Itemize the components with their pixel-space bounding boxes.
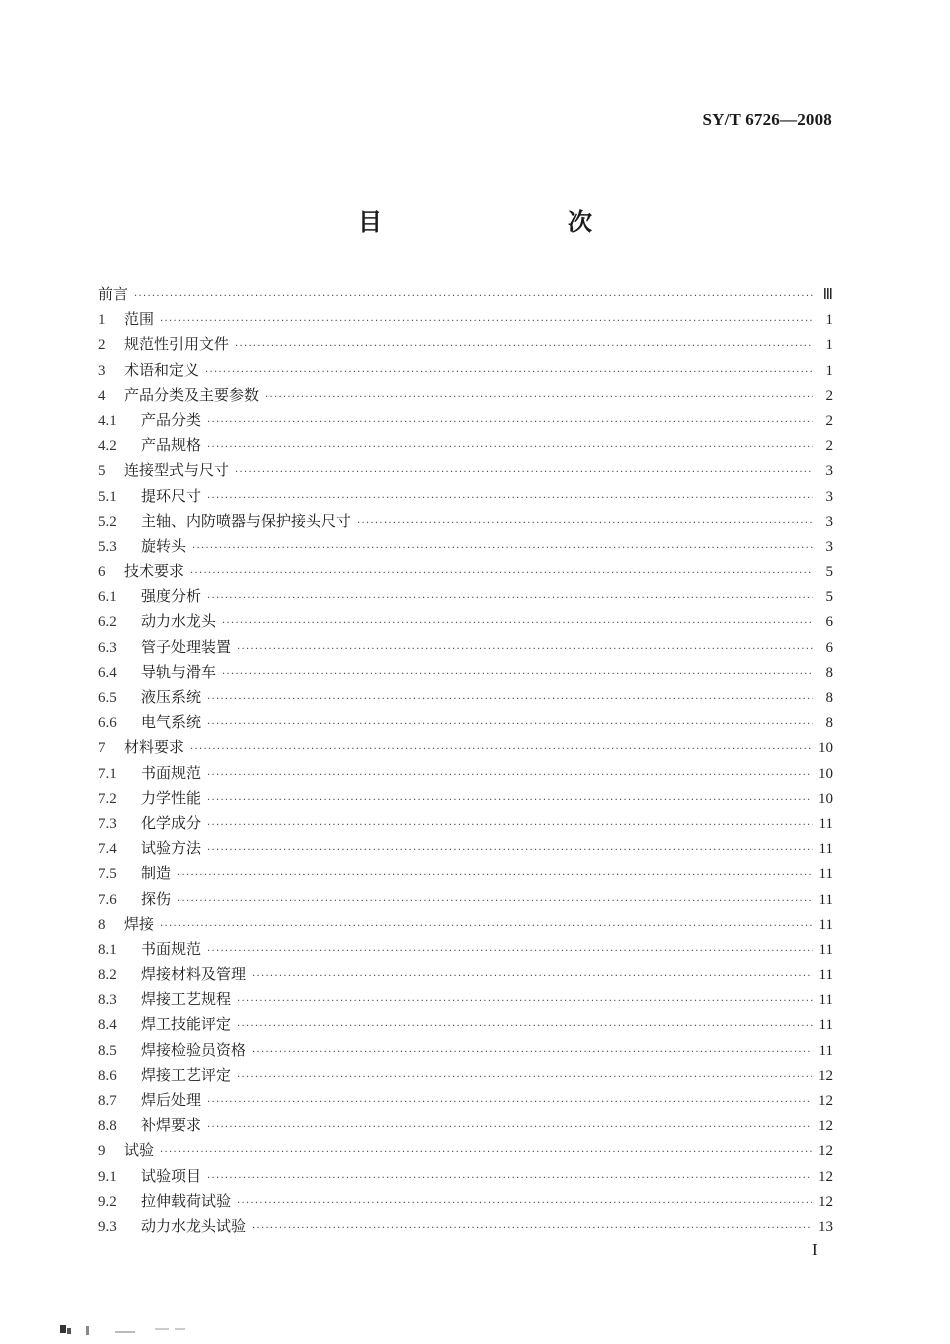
toc-entry-page: 1 bbox=[825, 312, 833, 329]
toc-entry[interactable] bbox=[98, 609, 833, 634]
toc-entry-label: 电气系统 bbox=[141, 713, 202, 732]
toc-entry-page: 2 bbox=[825, 412, 833, 429]
toc-entry-label: 制造 bbox=[141, 864, 172, 883]
toc-entry-page: 2 bbox=[825, 387, 833, 404]
toc-entry-page: 1 bbox=[825, 362, 833, 379]
toc-entry-label: 焊接工艺评定 bbox=[141, 1065, 232, 1084]
toc-entry-label: 补焊要求 bbox=[141, 1116, 202, 1135]
toc-entry-number: 7.3 bbox=[98, 815, 117, 832]
dot-leader bbox=[207, 586, 813, 611]
toc-entry-label: 焊接检验员资格 bbox=[141, 1040, 247, 1059]
toc-entry-label: 管子处理装置 bbox=[141, 637, 232, 656]
toc-entry-label: 焊后处理 bbox=[141, 1091, 202, 1109]
toc-entry-number: 6.1 bbox=[98, 589, 117, 606]
dot-leader bbox=[252, 1216, 812, 1241]
toc-entry-number: 7.5 bbox=[98, 866, 117, 883]
toc-entry[interactable] bbox=[98, 861, 833, 886]
toc-entry[interactable] bbox=[98, 937, 833, 962]
dot-leader bbox=[222, 662, 813, 687]
toc-entry-page: 11 bbox=[818, 916, 833, 933]
toc-entry-number: 7 bbox=[98, 740, 106, 757]
toc-entry-number: 9.3 bbox=[98, 1218, 117, 1235]
toc-entry-number: 8.2 bbox=[98, 967, 117, 984]
toc-entry[interactable] bbox=[98, 1214, 833, 1239]
toc-entry-page: 8 bbox=[825, 690, 833, 706]
toc-entry-number: 6 bbox=[98, 564, 106, 581]
toc-entry[interactable] bbox=[98, 1113, 833, 1138]
toc-entry[interactable] bbox=[98, 282, 833, 307]
dot-leader bbox=[177, 889, 813, 914]
dot-leader bbox=[237, 1065, 812, 1090]
toc-entry-page: 3 bbox=[825, 488, 833, 505]
dot-leader bbox=[207, 1166, 812, 1191]
toc-entry-page: 12 bbox=[818, 1093, 833, 1109]
toc-entry-number: 8.4 bbox=[98, 1017, 117, 1034]
dot-leader bbox=[160, 914, 813, 939]
toc-entry-page: 11 bbox=[818, 815, 833, 832]
toc-entry[interactable] bbox=[98, 408, 833, 433]
toc-entry-label: 旋转头 bbox=[141, 536, 187, 555]
dot-leader bbox=[235, 460, 813, 485]
toc-entry-page: 12 bbox=[818, 1118, 833, 1135]
toc-entry-page: 12 bbox=[818, 1067, 833, 1084]
toc-entry-label: 试验项目 bbox=[141, 1166, 202, 1185]
toc-entry-page: 6 bbox=[825, 614, 833, 631]
toc-entry-page: 10 bbox=[818, 740, 833, 757]
toc-entry[interactable] bbox=[98, 761, 833, 786]
toc-entry[interactable] bbox=[98, 962, 833, 987]
dot-leader bbox=[207, 1090, 812, 1115]
toc-entry-label: 范围 bbox=[124, 310, 155, 329]
toc-entry-number: 8.6 bbox=[98, 1067, 117, 1084]
toc-entry[interactable] bbox=[98, 786, 833, 811]
toc-entry-number: 4.1 bbox=[98, 412, 117, 429]
toc-entry-page: 11 bbox=[818, 891, 833, 908]
scan-artifact bbox=[60, 1322, 210, 1338]
toc-entry-label: 书面规范 bbox=[141, 763, 202, 782]
toc-entry-number: 5.2 bbox=[98, 513, 117, 530]
toc-entry-number: 7.6 bbox=[98, 891, 117, 908]
toc-entry-label: 试验 bbox=[124, 1141, 155, 1160]
toc-entry-number: 5 bbox=[98, 463, 106, 480]
dot-leader bbox=[207, 763, 812, 788]
toc-entry-number: 3 bbox=[98, 362, 106, 379]
toc-entry-label: 焊工技能评定 bbox=[141, 1015, 232, 1034]
toc-entry-number: 6.6 bbox=[98, 715, 117, 732]
toc-entry-number: 9.2 bbox=[98, 1193, 117, 1210]
toc-entry[interactable] bbox=[98, 458, 833, 483]
toc-entry-label: 提环尺寸 bbox=[141, 486, 202, 505]
toc-entry-label: 液压系统 bbox=[141, 688, 202, 706]
toc-entry-label: 焊接工艺规程 bbox=[141, 990, 232, 1009]
dot-leader bbox=[265, 385, 813, 410]
toc-entry-label: 规范性引用文件 bbox=[124, 335, 230, 354]
toc-entry[interactable] bbox=[98, 1038, 833, 1063]
toc-entry-page: 10 bbox=[818, 765, 833, 782]
toc-entry-page: 11 bbox=[818, 992, 833, 1009]
toc-entry-label: 探伤 bbox=[141, 889, 172, 908]
dot-leader bbox=[207, 687, 813, 712]
toc-entry[interactable] bbox=[98, 1012, 833, 1037]
page-title: 目 次 bbox=[358, 207, 638, 236]
dot-leader bbox=[235, 334, 813, 359]
dot-leader bbox=[134, 284, 813, 309]
toc-entry[interactable] bbox=[98, 307, 833, 332]
toc-entry[interactable] bbox=[98, 559, 833, 584]
toc-entry-page: 5 bbox=[825, 589, 833, 606]
dot-leader bbox=[177, 863, 813, 888]
toc-entry-number: 8.3 bbox=[98, 992, 117, 1009]
dot-leader bbox=[237, 637, 813, 662]
toc-entry[interactable] bbox=[98, 534, 833, 559]
toc-entry[interactable] bbox=[98, 584, 833, 609]
dot-leader bbox=[207, 712, 813, 737]
toc-entry-number: 4.2 bbox=[98, 438, 117, 455]
toc-entry-label: 前言 bbox=[98, 285, 129, 303]
dot-leader bbox=[252, 964, 813, 989]
toc-entry-label: 导轨与滑车 bbox=[141, 662, 217, 681]
toc-entry-number: 8.8 bbox=[98, 1118, 117, 1135]
toc-entry-page: 11 bbox=[818, 967, 833, 984]
toc-entry[interactable] bbox=[98, 987, 833, 1012]
toc-entry-page: 12 bbox=[818, 1143, 833, 1160]
toc-entry-label: 产品分类及主要参数 bbox=[124, 385, 260, 404]
toc-entry-label: 技术要求 bbox=[124, 562, 185, 581]
toc-entry-page: 1 bbox=[825, 337, 833, 354]
toc-entry-label: 力学性能 bbox=[141, 788, 202, 807]
toc-entry[interactable] bbox=[98, 1164, 833, 1189]
toc-entry-number: 9.1 bbox=[98, 1168, 117, 1185]
toc-entry-page: 3 bbox=[825, 463, 833, 480]
toc-entry-label: 动力水龙头试验 bbox=[141, 1216, 247, 1235]
dot-leader bbox=[207, 486, 813, 511]
toc-entry-number: 9 bbox=[98, 1143, 106, 1160]
dot-leader bbox=[207, 838, 813, 863]
dot-leader bbox=[237, 1014, 813, 1039]
toc-entry-number: 6.4 bbox=[98, 664, 117, 681]
toc-entry-label: 试验方法 bbox=[141, 839, 202, 858]
toc-entry-label: 焊接 bbox=[124, 914, 155, 933]
standard-code: SY/T 6726—2008 bbox=[702, 110, 832, 129]
toc-entry-number: 8.5 bbox=[98, 1042, 117, 1059]
toc-entry[interactable] bbox=[98, 433, 833, 458]
toc-entry-page: 8 bbox=[825, 664, 833, 681]
toc-entry-number: 8 bbox=[98, 916, 106, 933]
toc-entry[interactable] bbox=[98, 383, 833, 408]
toc-entry-label: 材料要求 bbox=[124, 738, 185, 757]
toc-entry-number: 5.1 bbox=[98, 488, 117, 505]
toc-entry-number: 6.5 bbox=[98, 690, 117, 706]
toc-entry-label: 焊接材料及管理 bbox=[141, 965, 247, 984]
dot-leader bbox=[207, 788, 812, 813]
toc-entry-page: Ⅲ bbox=[822, 287, 833, 303]
dot-leader bbox=[190, 561, 813, 586]
dot-leader bbox=[207, 939, 813, 964]
toc-entry-page: 6 bbox=[825, 639, 833, 656]
dot-leader bbox=[222, 611, 813, 636]
toc-entry[interactable] bbox=[98, 635, 833, 660]
toc-entry-page: 11 bbox=[818, 1017, 833, 1034]
dot-leader bbox=[192, 536, 813, 561]
toc-entry-page: 3 bbox=[825, 538, 833, 555]
toc-entry-label: 动力水龙头 bbox=[141, 612, 217, 631]
toc-entry-page: 11 bbox=[818, 941, 833, 958]
page-number: I bbox=[812, 1240, 818, 1259]
dot-leader bbox=[237, 989, 813, 1014]
toc-entry-label: 拉伸载荷试验 bbox=[141, 1191, 232, 1210]
toc-entry-number: 7.2 bbox=[98, 790, 117, 807]
toc-entry-number: 8.7 bbox=[98, 1093, 117, 1109]
toc-entry[interactable] bbox=[98, 1138, 833, 1163]
toc-entry-page: 12 bbox=[818, 1193, 833, 1210]
toc-entry-page: 8 bbox=[825, 715, 833, 732]
dot-leader bbox=[160, 309, 813, 334]
dot-leader bbox=[207, 813, 813, 838]
toc-entry-number: 4 bbox=[98, 387, 106, 404]
toc-entry[interactable] bbox=[98, 484, 833, 509]
toc-entry-number: 7.4 bbox=[98, 841, 117, 858]
dot-leader bbox=[252, 1040, 813, 1065]
toc-entry[interactable] bbox=[98, 735, 833, 760]
toc-entry-page: 5 bbox=[825, 564, 833, 581]
toc-entry[interactable] bbox=[98, 1063, 833, 1088]
table-of-contents bbox=[98, 282, 833, 1239]
toc-entry[interactable] bbox=[98, 710, 833, 735]
dot-leader bbox=[237, 1191, 812, 1216]
toc-entry-page: 11 bbox=[818, 841, 833, 858]
toc-entry[interactable] bbox=[98, 1189, 833, 1214]
toc-entry[interactable] bbox=[98, 509, 833, 534]
toc-entry-page: 11 bbox=[818, 1042, 833, 1059]
dot-leader bbox=[160, 1140, 812, 1165]
toc-entry-label: 主轴、内防喷器与保护接头尺寸 bbox=[141, 511, 352, 530]
toc-entry[interactable] bbox=[98, 887, 833, 912]
dot-leader bbox=[205, 360, 813, 385]
toc-entry-number: 5.3 bbox=[98, 538, 117, 555]
toc-entry[interactable] bbox=[98, 358, 833, 383]
dot-leader bbox=[207, 1115, 812, 1140]
toc-entry-label: 产品规格 bbox=[141, 436, 202, 455]
toc-entry[interactable] bbox=[98, 836, 833, 861]
toc-entry-label: 化学成分 bbox=[141, 813, 202, 832]
toc-entry[interactable] bbox=[98, 660, 833, 685]
toc-entry-label: 术语和定义 bbox=[124, 360, 200, 379]
toc-entry-page: 12 bbox=[818, 1168, 833, 1185]
toc-entry-label: 强度分析 bbox=[141, 587, 202, 606]
toc-entry-number: 6.2 bbox=[98, 614, 117, 631]
dot-leader bbox=[207, 435, 813, 460]
dot-leader bbox=[190, 737, 812, 762]
toc-entry-number: 8.1 bbox=[98, 941, 117, 958]
toc-entry-page: 3 bbox=[825, 513, 833, 530]
toc-entry-page: 13 bbox=[818, 1218, 833, 1235]
toc-entry-number: 6.3 bbox=[98, 639, 117, 656]
toc-entry-label: 连接型式与尺寸 bbox=[124, 461, 230, 480]
toc-entry-number: 1 bbox=[98, 312, 106, 329]
toc-entry[interactable] bbox=[98, 685, 833, 710]
toc-entry-number: 7.1 bbox=[98, 765, 117, 782]
toc-entry[interactable] bbox=[98, 332, 833, 357]
toc-entry-page: 2 bbox=[825, 438, 833, 455]
toc-entry-page: 11 bbox=[818, 866, 833, 883]
dot-leader bbox=[207, 410, 813, 435]
toc-entry[interactable] bbox=[98, 1088, 833, 1113]
dot-leader bbox=[357, 511, 813, 536]
toc-entry-label: 产品分类 bbox=[141, 410, 202, 429]
toc-entry-label: 书面规范 bbox=[141, 939, 202, 958]
toc-entry-page: 10 bbox=[818, 790, 833, 807]
toc-entry[interactable] bbox=[98, 811, 833, 836]
toc-entry[interactable] bbox=[98, 912, 833, 937]
toc-entry-number: 2 bbox=[98, 337, 106, 354]
